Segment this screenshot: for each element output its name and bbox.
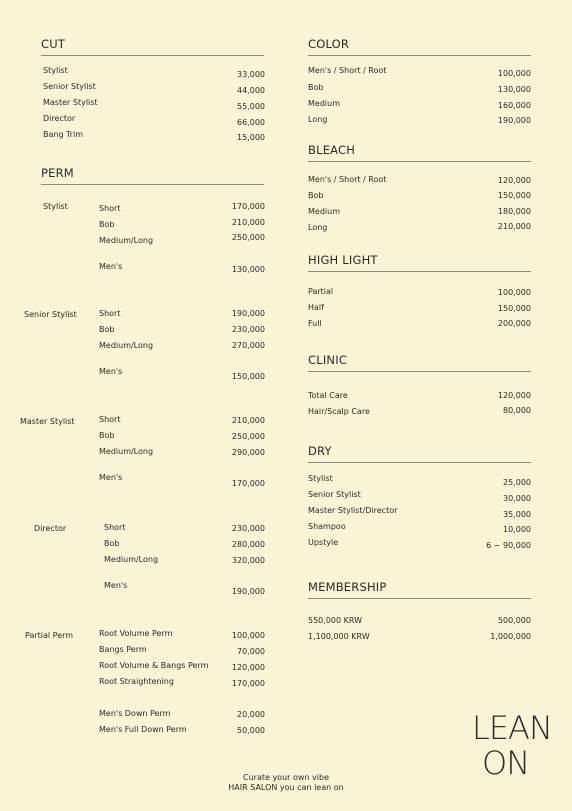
- color-item-price: 190,000: [497, 116, 531, 125]
- color-item-name: Men's / Short / Root: [308, 66, 387, 75]
- membership-divider: [308, 598, 531, 599]
- clinic-title: CLINIC: [308, 353, 348, 367]
- perm-item-name: Short: [104, 523, 126, 532]
- clinic-item-name: Hair/Scalp Care: [308, 407, 370, 416]
- perm-item-price: 210,000: [231, 218, 265, 227]
- perm-item-name: Root Straightening: [99, 677, 174, 686]
- dry-item-price: 35,000: [503, 510, 531, 519]
- perm-item-price: 250,000: [231, 432, 265, 441]
- brand-logo-line2: ON: [482, 744, 530, 782]
- highlight-title: HIGH LIGHT: [308, 253, 378, 267]
- highlight-item-price: 100,000: [497, 288, 531, 297]
- clinic-item-price: 120,000: [497, 391, 531, 400]
- cut-item-name: Stylist: [43, 66, 68, 75]
- perm-item-name: Bangs Perm: [99, 645, 147, 654]
- perm-item-name: Men's: [99, 262, 123, 271]
- color-item-price: 100,000: [497, 69, 531, 78]
- dry-item-price: 6 ~ 90,000: [486, 541, 531, 550]
- dry-item-name: Shampoo: [308, 522, 346, 531]
- highlight-item-price: 200,000: [497, 319, 531, 328]
- dry-divider: [308, 462, 531, 463]
- perm-item-price: 190,000: [231, 587, 265, 596]
- perm-item-name: Short: [99, 415, 121, 424]
- perm-item-name: Bob: [104, 539, 120, 548]
- perm-item-price: 170,000: [231, 679, 265, 688]
- footer-subtagline: HAIR SALON you can lean on: [228, 783, 344, 792]
- clinic-item-price: 80,000: [503, 406, 531, 415]
- membership-item-name: 550,000 KRW: [308, 616, 363, 625]
- membership-title: MEMBERSHIP: [308, 580, 387, 594]
- cut-item-price: 55,000: [237, 102, 265, 111]
- bleach-item-price: 120,000: [497, 176, 531, 185]
- dry-title: DRY: [308, 444, 332, 458]
- perm-item-price: 100,000: [231, 631, 265, 640]
- membership-item-price: 500,000: [497, 616, 531, 625]
- dry-item-name: Master Stylist/Director: [308, 506, 398, 515]
- perm-item-name: Men's Down Perm: [99, 709, 171, 718]
- bleach-item-name: Medium: [308, 207, 340, 216]
- perm-title: PERM: [41, 166, 74, 180]
- dry-item-price: 30,000: [503, 494, 531, 503]
- perm-item-name: Short: [99, 309, 121, 318]
- highlight-item-name: Partial: [308, 287, 334, 296]
- membership-item-name: 1,100,000 KRW: [308, 632, 370, 641]
- cut-item-name: Director: [43, 114, 76, 123]
- bleach-item-name: Bob: [308, 191, 324, 200]
- color-divider: [308, 55, 531, 56]
- color-item-price: 130,000: [497, 85, 531, 94]
- perm-item-price: 270,000: [231, 341, 265, 350]
- cut-item-price: 15,000: [237, 133, 265, 142]
- perm-item-name: Men's: [99, 367, 123, 376]
- perm-item-price: 130,000: [231, 265, 265, 274]
- perm-item-name: Men's Full Down Perm: [99, 725, 187, 734]
- perm-group-label: Senior Stylist: [24, 310, 77, 319]
- bleach-item-name: Long: [308, 223, 328, 232]
- footer-tagline: Curate your own vibe: [243, 773, 329, 782]
- perm-group-label: Partial Perm: [25, 631, 74, 640]
- perm-item-price: 290,000: [231, 448, 265, 457]
- perm-item-name: Bob: [99, 431, 115, 440]
- color-item-name: Bob: [308, 83, 324, 92]
- bleach-divider: [308, 161, 531, 162]
- perm-item-price: 170,000: [231, 479, 265, 488]
- highlight-divider: [308, 271, 531, 272]
- perm-item-name: Men's: [104, 581, 128, 590]
- dry-item-name: Upstyle: [308, 538, 339, 547]
- perm-divider: [41, 184, 264, 185]
- bleach-item-price: 210,000: [497, 222, 531, 231]
- highlight-item-name: Full: [308, 319, 322, 328]
- bleach-item-price: 180,000: [497, 207, 531, 216]
- brand-logo-line1: LEAN: [472, 709, 552, 747]
- perm-item-name: Medium/Long: [99, 447, 154, 456]
- perm-item-price: 170,000: [231, 202, 265, 211]
- dry-item-price: 25,000: [503, 478, 531, 487]
- perm-item-price: 20,000: [237, 710, 265, 719]
- perm-item-price: 320,000: [231, 556, 265, 565]
- highlight-item-price: 150,000: [497, 304, 531, 313]
- perm-item-price: 210,000: [231, 416, 265, 425]
- perm-item-name: Medium/Long: [99, 236, 154, 245]
- perm-item-price: 190,000: [231, 309, 265, 318]
- highlight-item-name: Half: [308, 303, 324, 312]
- color-item-name: Long: [308, 115, 328, 124]
- perm-item-price: 230,000: [231, 524, 265, 533]
- bleach-item-price: 150,000: [497, 191, 531, 200]
- perm-item-price: 280,000: [231, 540, 265, 549]
- clinic-item-name: Total Care: [308, 391, 348, 400]
- dry-item-price: 10,000: [503, 525, 531, 534]
- cut-title: CUT: [41, 37, 66, 51]
- bleach-item-name: Men's / Short / Root: [308, 175, 387, 184]
- perm-item-price: 150,000: [231, 372, 265, 381]
- perm-group-label: Director: [34, 524, 67, 533]
- bleach-title: BLEACH: [308, 143, 356, 157]
- cut-item-name: Bang Trim: [43, 130, 84, 139]
- perm-item-name: Root Volume & Bangs Perm: [99, 661, 209, 670]
- color-item-name: Medium: [308, 99, 340, 108]
- color-title: COLOR: [308, 37, 350, 51]
- perm-item-price: 230,000: [231, 325, 265, 334]
- cut-item-price: 33,000: [237, 70, 265, 79]
- cut-divider: [41, 55, 264, 56]
- perm-item-price: 70,000: [237, 647, 265, 656]
- cut-item-price: 44,000: [237, 86, 265, 95]
- perm-item-name: Bob: [99, 220, 115, 229]
- perm-group-label: Master Stylist: [20, 417, 75, 426]
- perm-item-name: Medium/Long: [104, 555, 159, 564]
- cut-item-name: Senior Stylist: [43, 82, 96, 91]
- perm-item-name: Bob: [99, 325, 115, 334]
- cut-item-price: 66,000: [237, 118, 265, 127]
- perm-item-name: Root Volume Perm: [99, 629, 173, 638]
- membership-item-price: 1,000,000: [490, 632, 531, 641]
- perm-item-price: 250,000: [231, 233, 265, 242]
- perm-item-name: Men's: [99, 473, 123, 482]
- clinic-divider: [308, 371, 531, 372]
- dry-item-name: Senior Stylist: [308, 490, 361, 499]
- perm-group-label: Stylist: [43, 202, 68, 211]
- perm-item-price: 120,000: [231, 663, 265, 672]
- color-item-price: 160,000: [497, 101, 531, 110]
- perm-item-name: Medium/Long: [99, 341, 154, 350]
- dry-item-name: Stylist: [308, 474, 333, 483]
- cut-item-name: Master Stylist: [43, 98, 98, 107]
- perm-item-price: 50,000: [237, 726, 265, 735]
- perm-item-name: Short: [99, 204, 121, 213]
